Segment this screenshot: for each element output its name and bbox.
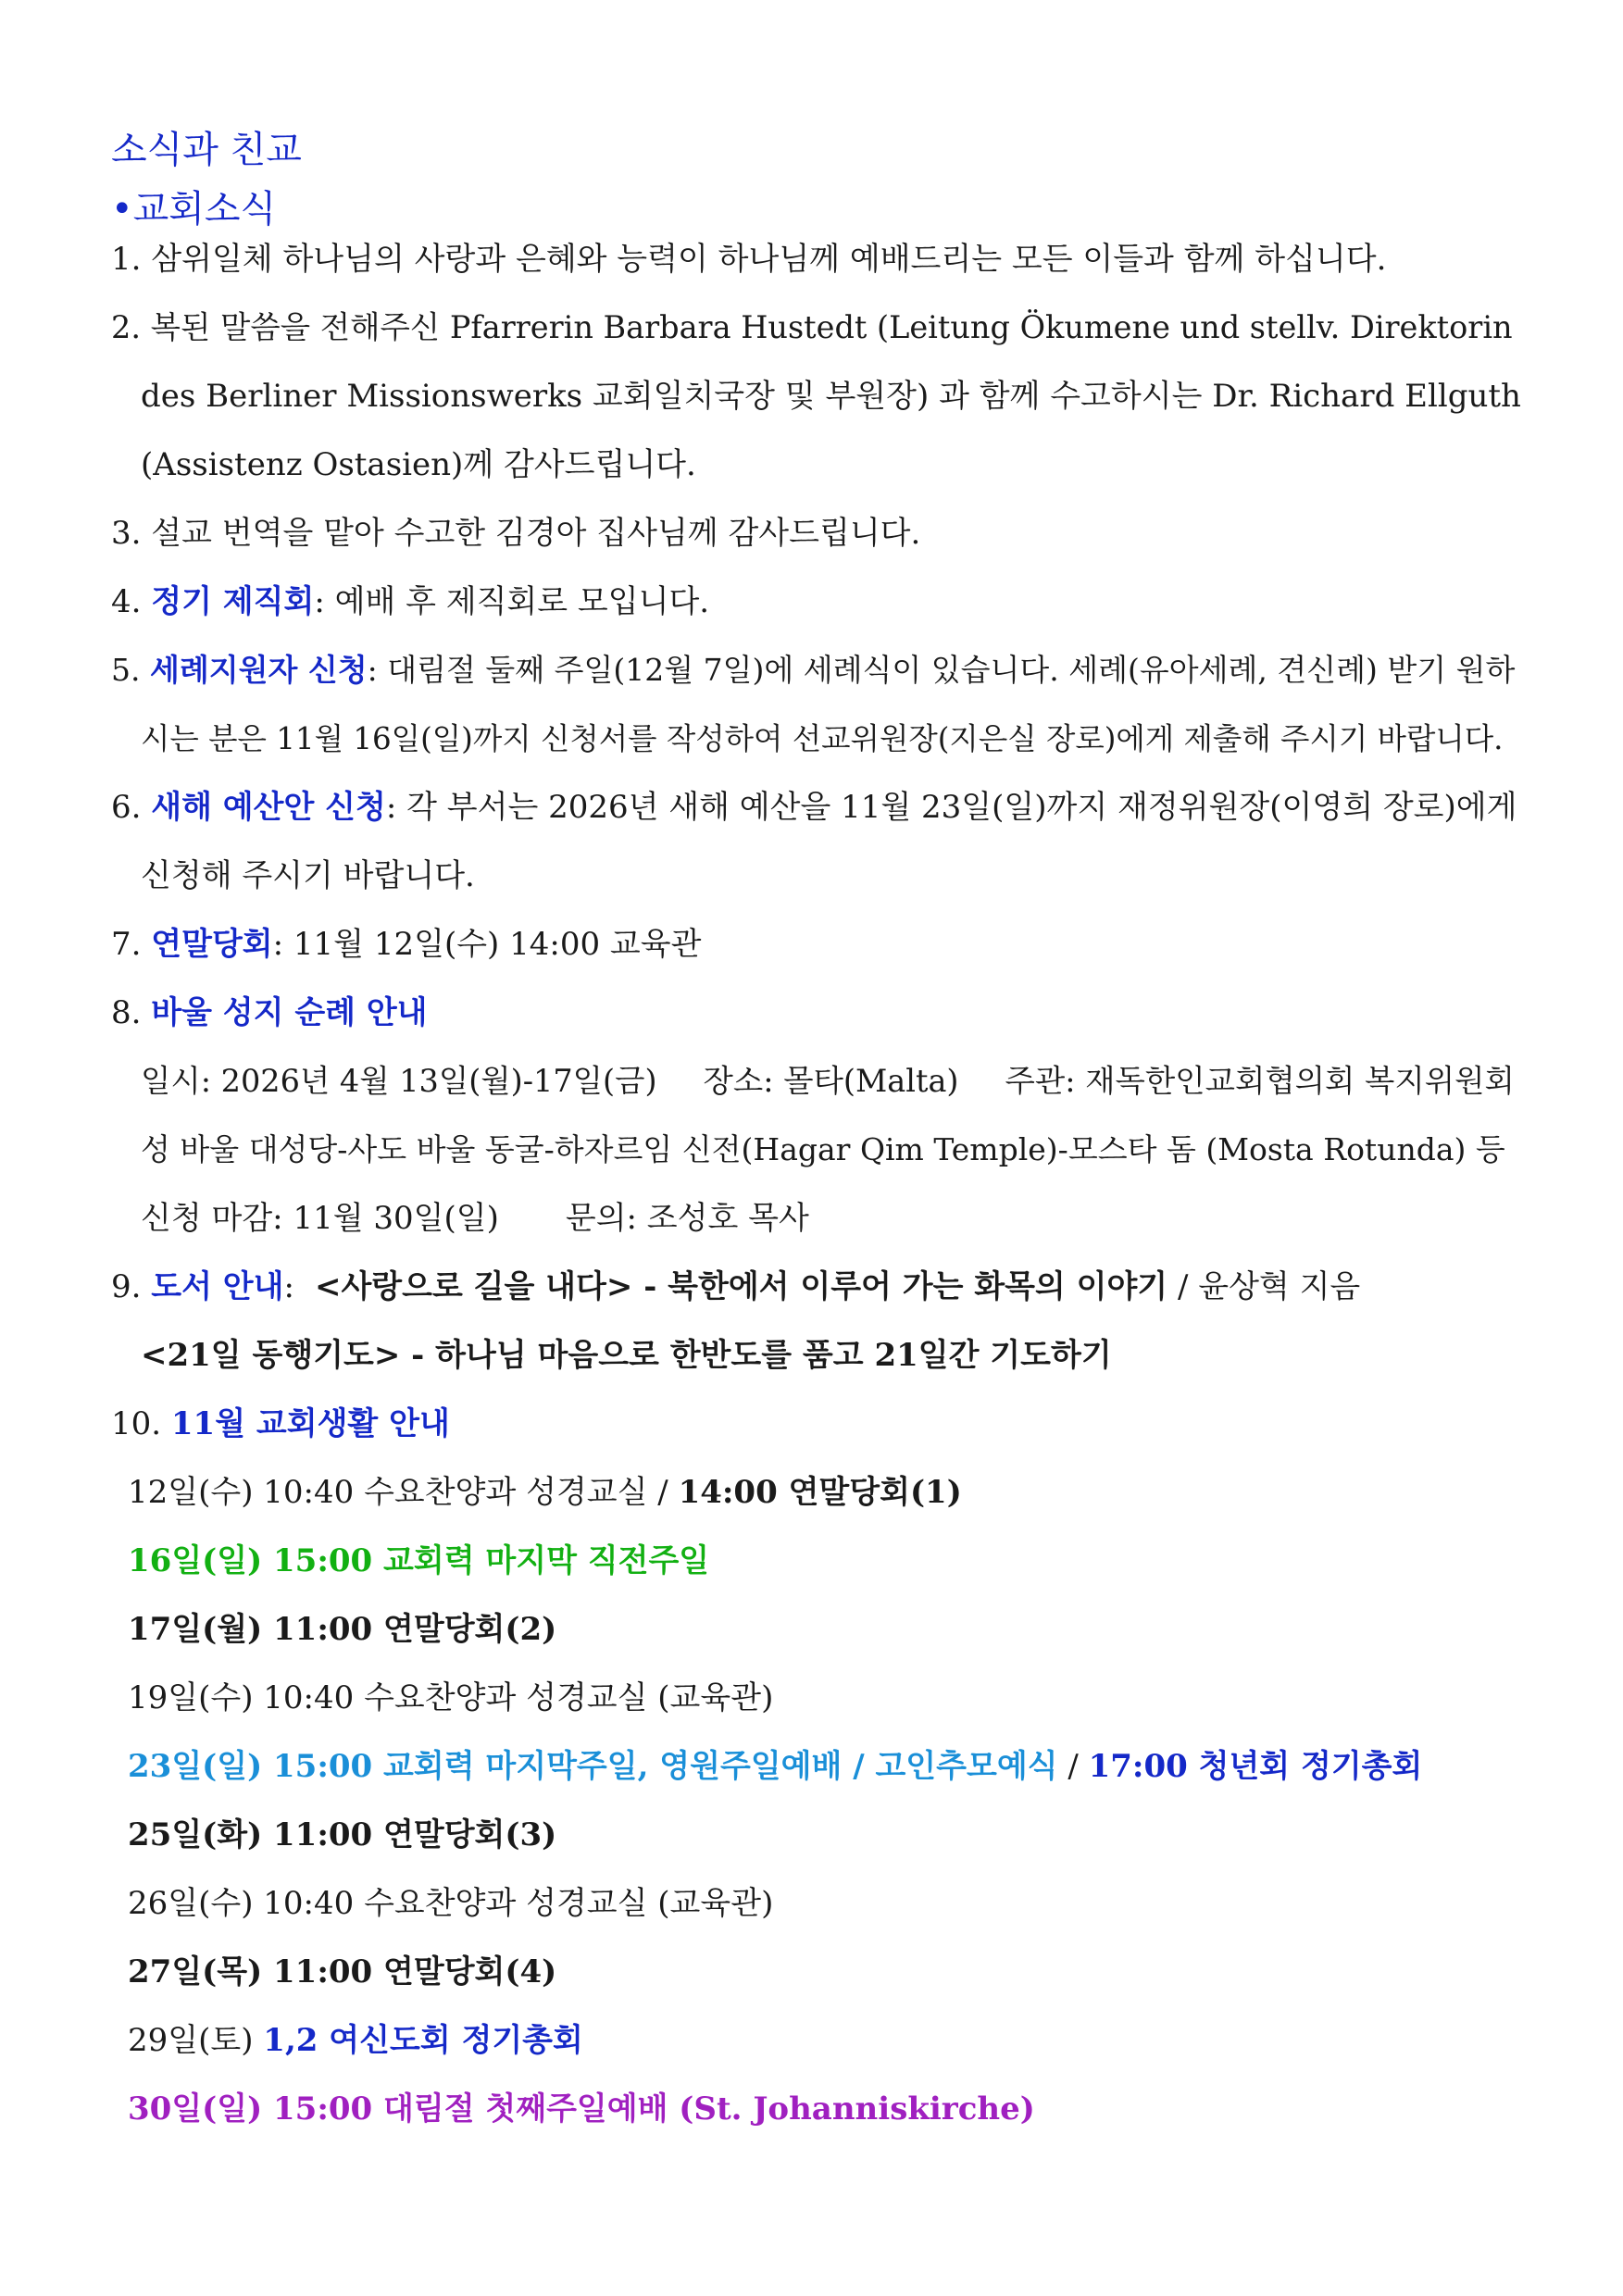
item-number: 4. (111, 583, 142, 620)
item-text: 복된 말씀을 전해주신 Pfarrerin Barbara Hustedt (Leitung Ökumene und stellv. Direktorin (150, 309, 1513, 345)
pilgrimage-deadline: 신청 마감: 11월 30일(일) (141, 1200, 499, 1237)
item-label: 바울 성지 순례 안내 (151, 994, 428, 1031)
schedule-text: 29일(토) (128, 2022, 264, 2059)
item-label: 세례지원자 신청 (150, 652, 368, 688)
item-text: : 예배 후 제직회로 모입니다. (314, 583, 710, 620)
item-number: 6. (111, 789, 142, 826)
item-text: 삼위일체 하나님의 사랑과 은혜와 능력이 하나님께 예배드리는 모든 이들과 함께 하십니다. (151, 241, 1387, 278)
item-2-line-2: des Berliner Missionswerks 교회일치국장 및 부원장) 과 함께 수고하시는 Dr. Richard Ellguth (141, 378, 1521, 415)
schedule-row: 19일(수) 10:40 수요찬양과 성경교실 (교육관) (128, 1679, 774, 1716)
pilgrimage-host: 주관: 재독한인교회협의회 복지위원회 (1005, 1063, 1515, 1099)
pilgrimage-deadline-line (141, 1198, 809, 1239)
item-text: : 11월 12일(수) 14:00 교육관 (272, 926, 702, 963)
schedule-text: 12일(수) 10:40 수요찬양과 성경교실 / (128, 1474, 679, 1511)
item-1 (111, 239, 1386, 280)
book-author-1: / 윤상혁 지음 (1167, 1268, 1361, 1305)
item-3 (111, 513, 920, 554)
item-2 (111, 307, 1513, 348)
schedule-separator: / (1057, 1748, 1089, 1785)
schedule-text-bold: 14:00 연말당회(1) (678, 1474, 962, 1511)
item-6 (111, 787, 1517, 828)
item-colon: : (283, 1268, 294, 1305)
item-text: 설교 번역을 맡아 수고한 김경아 집사님께 감사드립니다. (151, 515, 921, 552)
schedule-row (128, 1746, 1422, 1787)
item-label: 연말당회 (151, 926, 273, 963)
item-label: 새해 예산안 신청 (151, 789, 386, 826)
schedule-text-blue: 1,2 여신도회 정기총회 (263, 2022, 583, 2059)
item-2-line-3: (Assistenz Ostasien)께 감사드립니다. (141, 446, 696, 483)
pilgrimage-place: 장소: 몰타(Malta) (703, 1063, 959, 1099)
item-10 (111, 1404, 450, 1444)
item-label: 정기 제직회 (151, 583, 315, 620)
schedule-row: 27일(목) 11:00 연말당회(4) (128, 1953, 557, 1990)
pilgrimage-contact: 문의: 조성호 목사 (565, 1200, 809, 1237)
item-number: 5. (111, 652, 141, 688)
schedule-text-blue: 17:00 청년회 정기총회 (1088, 1748, 1423, 1785)
item-number: 10. (111, 1405, 162, 1442)
item-label: 11월 교회생활 안내 (170, 1405, 450, 1442)
page-title: 소식과 친교 (111, 129, 302, 171)
schedule-row (128, 1472, 962, 1513)
pilgrimage-date: 일시: 2026년 4월 13일(월)-17일(금) (141, 1063, 657, 1099)
item-number: 3. (111, 515, 142, 552)
item-8 (111, 992, 428, 1033)
item-number: 1. (111, 241, 142, 278)
item-7 (111, 924, 701, 965)
book-title-2: <21일 동행기도> - 하나님 마음으로 한반도를 품고 21일간 기도하기 (141, 1337, 1112, 1374)
item-text: : 대림절 둘째 주일(12월 7일)에 세례식이 있습니다. 세례(유아세례, 견신례) 받기 원하 (367, 652, 1516, 688)
book-title-1: <사랑으로 길을 내다> - 북한에서 이루어 가는 화목의 이야기 (314, 1268, 1168, 1305)
item-5 (111, 650, 1515, 691)
schedule-row: 16일(일) 15:00 교회력 마지막 직전주일 (128, 1542, 710, 1579)
schedule-text-cyan: 23일(일) 15:00 교회력 마지막주일, 영원주일예배 / 고인추모예식 (128, 1748, 1058, 1785)
section-heading: •교회소식 (111, 188, 277, 231)
schedule-row: 30일(일) 15:00 대림절 첫째주일예배 (St. Johanniskirche) (128, 2090, 1035, 2128)
item-text: : 각 부서는 2026년 새해 예산을 11월 23일(일)까지 재정위원장(이영희 장로)에게 (385, 789, 1517, 826)
schedule-row (128, 2020, 583, 2061)
schedule-row: 17일(월) 11:00 연말당회(2) (128, 1611, 557, 1648)
item-number: 8. (111, 994, 142, 1031)
schedule-row: 25일(화) 11:00 연말당회(3) (128, 1816, 557, 1853)
item-number: 7. (111, 926, 142, 963)
item-label: 도서 안내 (151, 1268, 284, 1305)
item-5-line-2: 시는 분은 11월 16일(일)까지 신청서를 작성하여 선교위원장(지은실 장로)에게 제출해 주시기 바랍니다. (141, 721, 1504, 756)
item-6-line-2: 신청해 주시기 바랍니다. (141, 857, 475, 894)
schedule-row: 26일(수) 10:40 수요찬양과 성경교실 (교육관) (128, 1885, 774, 1922)
pilgrimage-info-line (141, 1061, 1515, 1102)
item-number: 9. (111, 1268, 142, 1305)
item-9 (111, 1267, 1360, 1307)
item-4 (111, 581, 709, 622)
pilgrimage-sites: 성 바울 대성당-사도 바울 동굴-하자르임 신전(Hagar Qim Temple)-모스타 돔 (Mosta Rotunda) 등 (141, 1131, 1505, 1167)
item-number: 2. (111, 309, 141, 345)
